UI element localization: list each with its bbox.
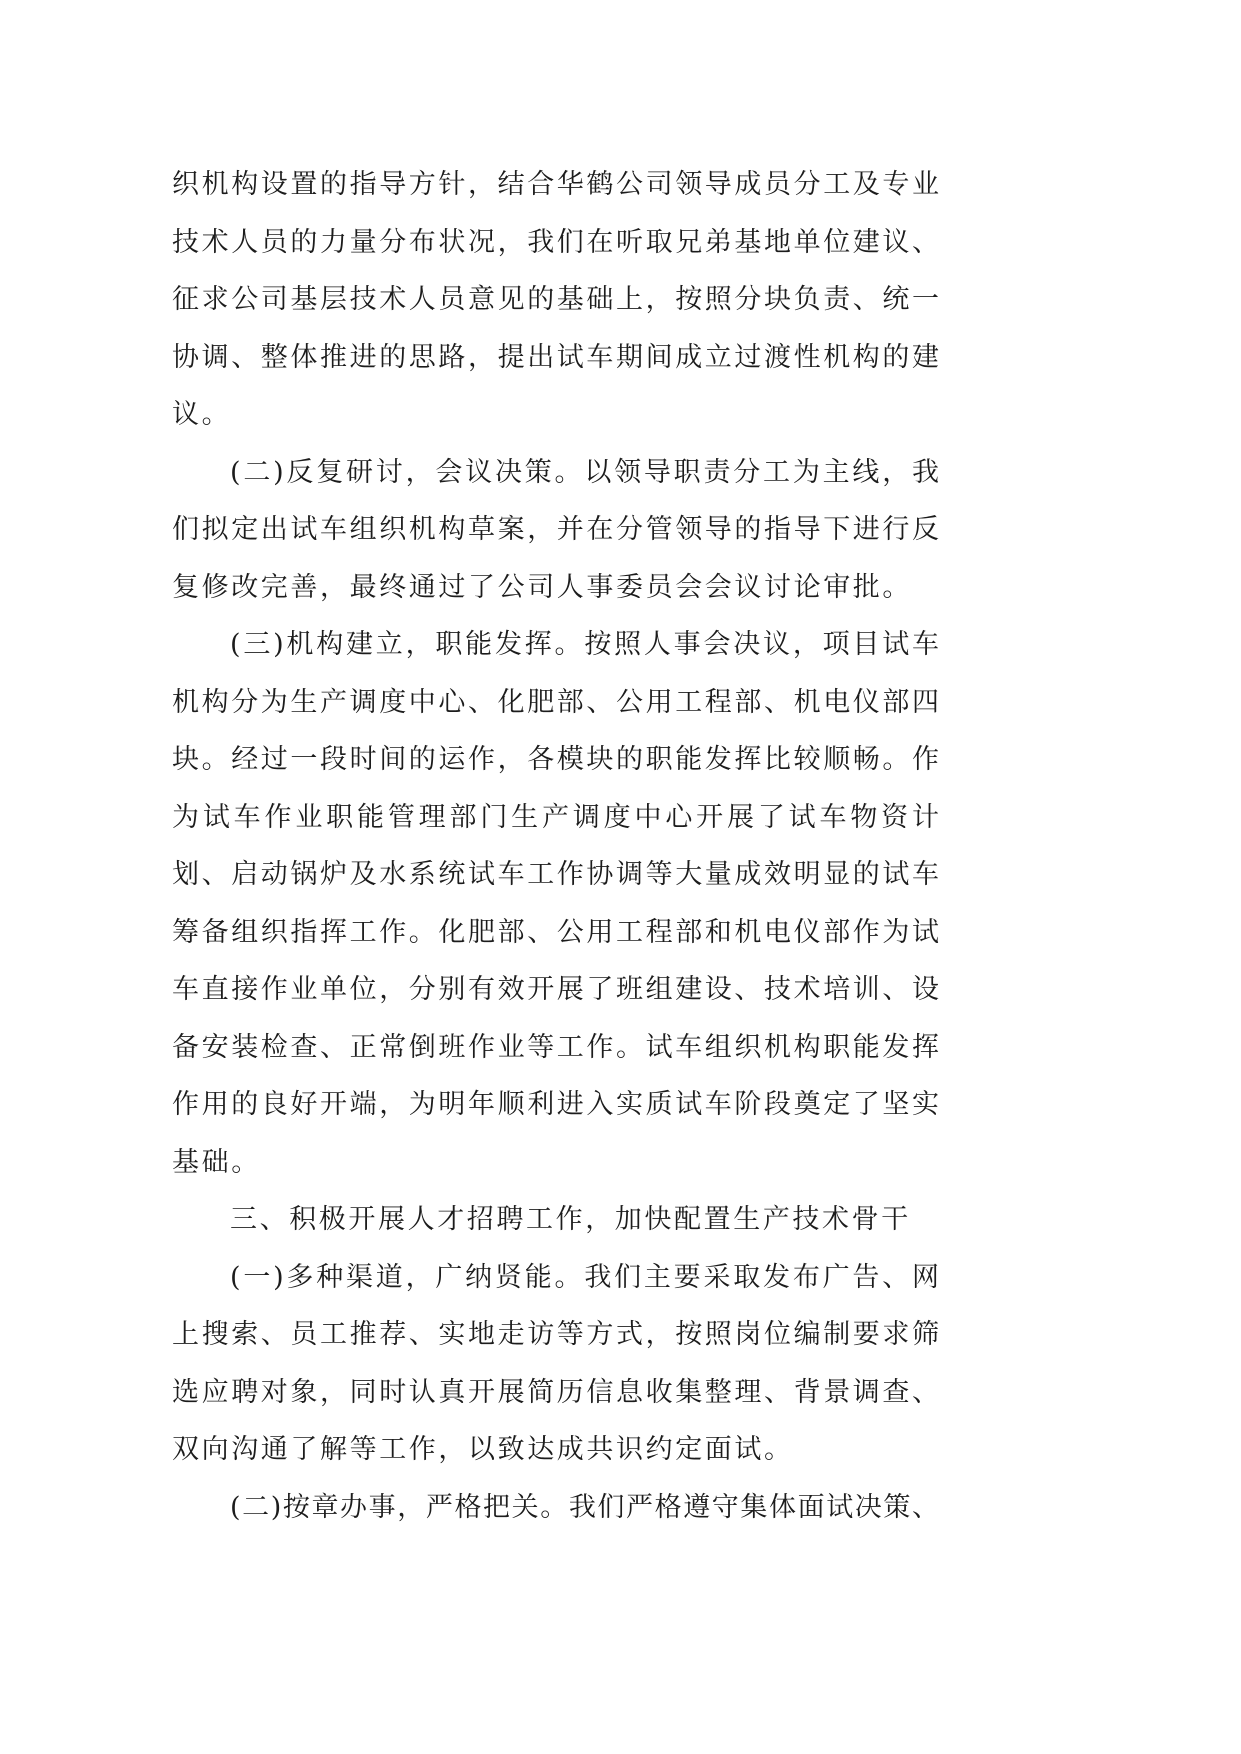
document-body [172, 156, 940, 1536]
text-line: (一)多种渠道，广纳贤能。我们主要采取发布广告、网 [230, 1261, 940, 1293]
heading-line: 三、积极开展人才招聘工作，加快配置生产技术骨干 [230, 1204, 911, 1235]
text-line: 复修改完善，最终通过了公司人事委员会会议讨论审批。 [172, 571, 912, 603]
text-line: 备安装检查、正常倒班作业等工作。试车组织机构职能发挥 [172, 1031, 940, 1063]
paragraph [172, 444, 940, 617]
text-line: 作用的良好开端，为明年顺利进入实质试车阶段奠定了坚实 [172, 1089, 940, 1120]
text-line: 技术人员的力量分布状况，我们在听取兄弟基地单位建议、 [172, 226, 940, 258]
text-line: (二)按章办事，严格把关。我们严格遵守集体面试决策、 [230, 1491, 940, 1523]
text-line: 筹备组织指挥工作。化肥部、公用工程部和机电仪部作为试 [172, 916, 940, 948]
text-line: 为试车作业职能管理部门生产调度中心开展了试车物资计 [172, 801, 940, 833]
text-line: 机构分为生产调度中心、化肥部、公用工程部、机电仪部四 [172, 686, 940, 718]
text-line: 划、启动锅炉及水系统试车工作协调等大量成效明显的试车 [172, 859, 940, 890]
paragraph-continued [172, 156, 940, 444]
text-line: 协调、整体推进的思路，提出试车期间成立过渡性机构的建 [172, 341, 940, 373]
text-line: 车直接作业单位，分别有效开展了班组建设、技术培训、设 [172, 974, 940, 1005]
section-heading [172, 1191, 940, 1249]
text-line: (二)反复研讨，会议决策。以领导职责分工为主线，我 [230, 456, 940, 488]
paragraph [172, 616, 940, 1191]
text-line: 基础。 [172, 1146, 261, 1178]
paragraph [172, 1479, 940, 1537]
text-line: 选应聘对象，同时认真开展简历信息收集整理、背景调查、 [172, 1376, 940, 1408]
paragraph [172, 1249, 940, 1479]
text-line: 们拟定出试车组织机构草案，并在分管领导的指导下进行反 [172, 514, 940, 545]
text-line: 议。 [172, 399, 232, 430]
text-line: 上搜索、员工推荐、实地走访等方式，按照岗位编制要求筛 [172, 1319, 940, 1350]
text-line: 块。经过一段时间的运作，各模块的职能发挥比较顺畅。作 [172, 744, 940, 775]
text-line: 征求公司基层技术人员意见的基础上，按照分块负责、统一 [172, 284, 940, 315]
text-line: 织机构设置的指导方针，结合华鹤公司领导成员分工及专业 [172, 169, 940, 200]
text-line: 双向沟通了解等工作，以致达成共识约定面试。 [172, 1434, 794, 1465]
text-line: (三)机构建立，职能发挥。按照人事会决议，项目试车 [230, 629, 940, 660]
